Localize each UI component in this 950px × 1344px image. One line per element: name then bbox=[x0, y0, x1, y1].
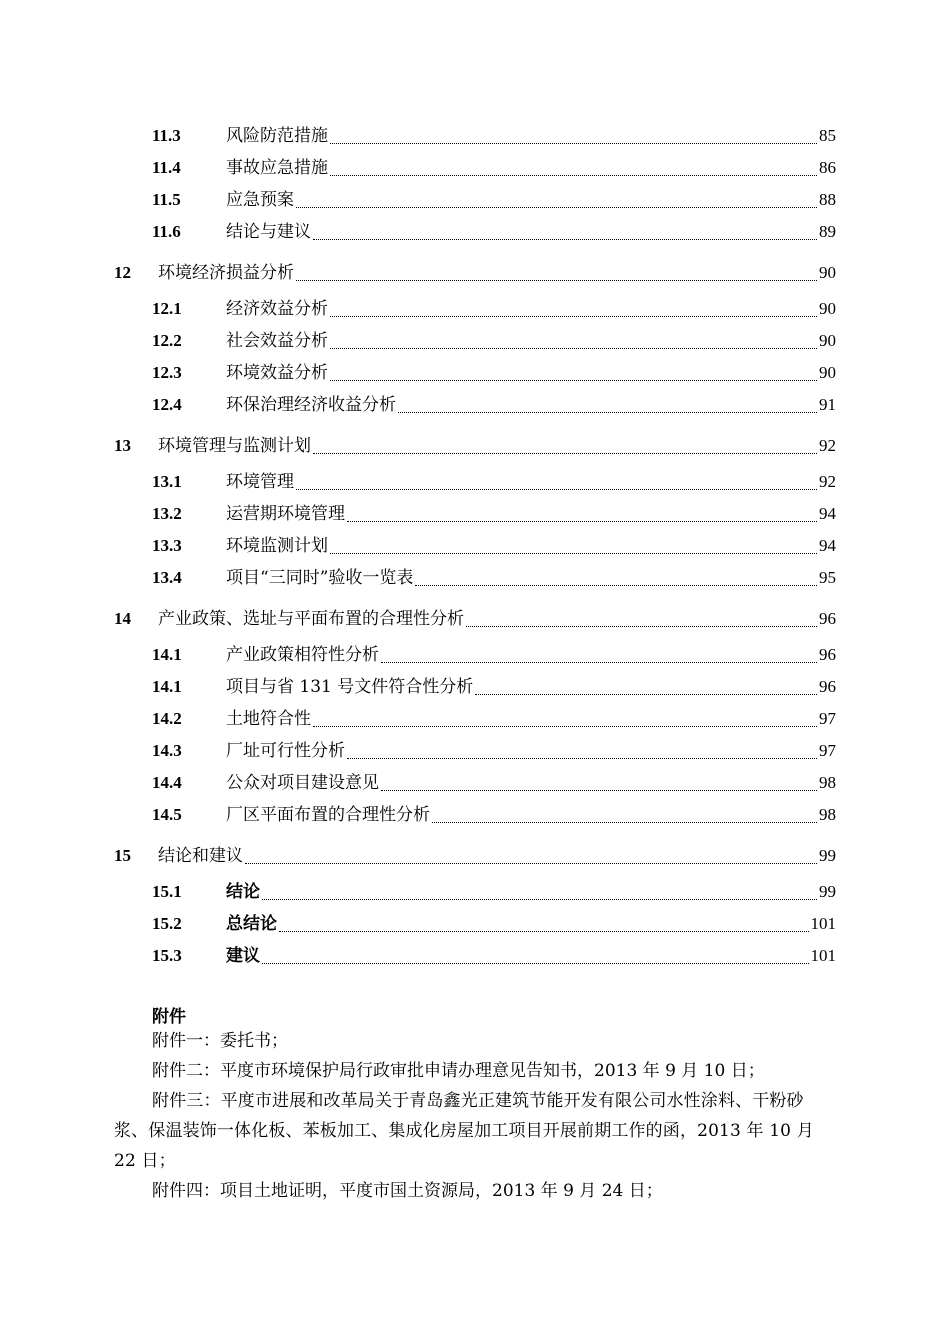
toc-entry-number: 14 bbox=[114, 609, 131, 628]
appendix-heading: 附件 bbox=[152, 1007, 186, 1027]
toc-section-row bbox=[0, 771, 950, 795]
toc-page-number: 92 bbox=[819, 436, 836, 455]
toc-entry-title: 事故应急措施 bbox=[226, 158, 328, 178]
toc-entry-title: 厂址可行性分析 bbox=[226, 741, 345, 761]
toc-entry-title: 厂区平面布置的合理性分析 bbox=[226, 805, 430, 825]
toc-entry-number: 12.3 bbox=[152, 363, 182, 382]
toc-section-row bbox=[0, 643, 950, 667]
appendix-item-3: 附件三：平度市进展和改革局关于青岛鑫光正建筑节能开发有限公司水性涂料、干粉砂浆、保温装饰一体化板、苯板加工、集成化房屋加工项目开展前期工作的函，2013 年 10 月 22 日； bbox=[114, 1091, 814, 1171]
toc-entry-number: 15.2 bbox=[152, 914, 182, 933]
toc-section-row bbox=[0, 470, 950, 494]
toc-entry-number: 11.3 bbox=[152, 126, 181, 145]
toc-leader-dots bbox=[296, 489, 817, 490]
toc-leader-dots bbox=[398, 412, 817, 413]
toc-section-row bbox=[0, 502, 950, 526]
toc-leader-dots bbox=[296, 207, 817, 208]
toc-entry-number: 14.2 bbox=[152, 709, 182, 728]
toc-chapter-row bbox=[0, 844, 950, 868]
toc-entry-title: 产业政策、选址与平面布置的合理性分析 bbox=[158, 609, 464, 629]
toc-entry-number: 14.1 bbox=[152, 677, 182, 696]
toc-entry-number: 14.3 bbox=[152, 741, 182, 760]
toc-section-row bbox=[0, 707, 950, 731]
toc-leader-dots bbox=[475, 694, 817, 695]
toc-page-number: 86 bbox=[819, 158, 836, 177]
toc-section-row bbox=[0, 534, 950, 558]
toc-entry-title: 结论和建议 bbox=[158, 846, 243, 866]
toc-entry-title: 经济效益分析 bbox=[226, 299, 328, 319]
toc-page-number: 101 bbox=[810, 946, 836, 965]
toc-leader-dots bbox=[245, 863, 817, 864]
toc-leader-dots bbox=[415, 585, 817, 586]
toc-leader-dots bbox=[330, 348, 817, 349]
toc-entry-title: 应急预案 bbox=[226, 190, 294, 210]
appendix-item-4: 附件四：项目土地证明，平度市国土资源局，2013 年 9 月 24 日； bbox=[152, 1181, 663, 1201]
toc-page-number: 91 bbox=[819, 395, 836, 414]
toc-entry-number: 11.5 bbox=[152, 190, 181, 209]
toc-page-number: 96 bbox=[819, 645, 836, 664]
appendix-item-2: 附件二：平度市环境保护局行政审批申请办理意见告知书，2013 年 9 月 10 日； bbox=[152, 1061, 765, 1081]
toc-entry-title: 产业政策相符性分析 bbox=[226, 645, 379, 665]
toc-leader-dots bbox=[381, 662, 817, 663]
toc-chapter-row bbox=[0, 607, 950, 631]
toc-page-number: 88 bbox=[819, 190, 836, 209]
appendix-item-1: 附件一：委托书； bbox=[152, 1031, 288, 1051]
toc-page-number: 90 bbox=[819, 299, 836, 318]
toc-entry-title: 环境经济损益分析 bbox=[158, 263, 294, 283]
toc-entry-number: 14.5 bbox=[152, 805, 182, 824]
toc-entry-number: 14.4 bbox=[152, 773, 182, 792]
toc-page-number: 92 bbox=[819, 472, 836, 491]
toc-page-number: 96 bbox=[819, 609, 836, 628]
toc-entry-number: 12.1 bbox=[152, 299, 182, 318]
toc-section-row bbox=[0, 393, 950, 417]
toc-leader-dots bbox=[330, 380, 817, 381]
toc-page-number: 97 bbox=[819, 709, 836, 728]
toc-leader-dots bbox=[313, 453, 817, 454]
toc-section-row bbox=[0, 124, 950, 148]
toc-entry-title: 结论 bbox=[226, 882, 260, 902]
toc-page-number: 89 bbox=[819, 222, 836, 241]
toc-entry-number: 11.6 bbox=[152, 222, 181, 241]
toc-entry-number: 15 bbox=[114, 846, 131, 865]
toc-page-number: 94 bbox=[819, 536, 836, 555]
toc-leader-dots bbox=[347, 521, 817, 522]
toc-chapter-row bbox=[0, 261, 950, 285]
toc-entry-title: 项目“三同时”验收一览表 bbox=[226, 568, 414, 588]
toc-entry-number: 13.3 bbox=[152, 536, 182, 555]
toc-section-row bbox=[0, 297, 950, 321]
toc-entry-number: 13 bbox=[114, 436, 131, 455]
toc-leader-dots bbox=[313, 726, 817, 727]
toc-leader-dots bbox=[347, 758, 817, 759]
toc-entry-title: 环保治理经济收益分析 bbox=[226, 395, 396, 415]
toc-entry-title: 环境管理 bbox=[226, 472, 294, 492]
toc-leader-dots bbox=[279, 931, 809, 932]
toc-section-row bbox=[0, 880, 950, 904]
toc-entry-number: 13.1 bbox=[152, 472, 182, 491]
toc-entry-title: 土地符合性 bbox=[226, 709, 311, 729]
toc-entry-number: 13.4 bbox=[152, 568, 182, 587]
toc-page-number: 85 bbox=[819, 126, 836, 145]
toc-entry-title: 社会效益分析 bbox=[226, 331, 328, 351]
toc-entry-title: 项目与省 131 号文件符合性分析 bbox=[226, 677, 474, 697]
toc-page-number: 101 bbox=[810, 914, 836, 933]
toc-section-row bbox=[0, 156, 950, 180]
toc-entry-title: 结论与建议 bbox=[226, 222, 311, 242]
toc-page-number: 96 bbox=[819, 677, 836, 696]
toc-leader-dots bbox=[466, 626, 817, 627]
toc-entry-title: 环境监测计划 bbox=[226, 536, 328, 556]
toc-entry-title: 建议 bbox=[226, 946, 260, 966]
toc-entry-number: 12.2 bbox=[152, 331, 182, 350]
toc-section-row bbox=[0, 739, 950, 763]
toc-entry-title: 环境管理与监测计划 bbox=[158, 436, 311, 456]
toc-section-row bbox=[0, 944, 950, 968]
toc-page-number: 94 bbox=[819, 504, 836, 523]
toc-entry-number: 12.4 bbox=[152, 395, 182, 414]
toc-page-number: 98 bbox=[819, 773, 836, 792]
toc-page-number: 97 bbox=[819, 741, 836, 760]
toc-section-row bbox=[0, 188, 950, 212]
toc-leader-dots bbox=[330, 316, 817, 317]
toc-entry-number: 14.1 bbox=[152, 645, 182, 664]
toc-page-number: 99 bbox=[819, 882, 836, 901]
toc-page-number: 90 bbox=[819, 363, 836, 382]
toc-leader-dots bbox=[313, 239, 817, 240]
toc-leader-dots bbox=[330, 175, 817, 176]
toc-page-number: 98 bbox=[819, 805, 836, 824]
toc-entry-title: 总结论 bbox=[226, 914, 277, 934]
toc-entry-number: 15.3 bbox=[152, 946, 182, 965]
toc-entry-number: 15.1 bbox=[152, 882, 182, 901]
toc-leader-dots bbox=[330, 553, 817, 554]
toc-leader-dots bbox=[262, 963, 809, 964]
toc-chapter-row bbox=[0, 434, 950, 458]
toc-section-row bbox=[0, 912, 950, 936]
toc-section-row bbox=[0, 220, 950, 244]
toc-leader-dots bbox=[296, 280, 817, 281]
toc-page-number: 95 bbox=[819, 568, 836, 587]
toc-entry-title: 运营期环境管理 bbox=[226, 504, 345, 524]
toc-entry-number: 13.2 bbox=[152, 504, 182, 523]
toc-section-row bbox=[0, 675, 950, 699]
toc-section-row bbox=[0, 566, 950, 590]
toc-page-number: 90 bbox=[819, 263, 836, 282]
toc-leader-dots bbox=[262, 899, 817, 900]
toc-leader-dots bbox=[432, 822, 817, 823]
toc-leader-dots bbox=[330, 143, 817, 144]
toc-entry-number: 12 bbox=[114, 263, 131, 282]
toc-leader-dots bbox=[381, 790, 817, 791]
toc-entry-title: 公众对项目建设意见 bbox=[226, 773, 379, 793]
toc-section-row bbox=[0, 329, 950, 353]
toc-entry-number: 11.4 bbox=[152, 158, 181, 177]
toc-entry-title: 风险防范措施 bbox=[226, 126, 328, 146]
toc-page-number: 90 bbox=[819, 331, 836, 350]
toc-page-number: 99 bbox=[819, 846, 836, 865]
toc-section-row bbox=[0, 803, 950, 827]
toc-section-row bbox=[0, 361, 950, 385]
toc-entry-title: 环境效益分析 bbox=[226, 363, 328, 383]
